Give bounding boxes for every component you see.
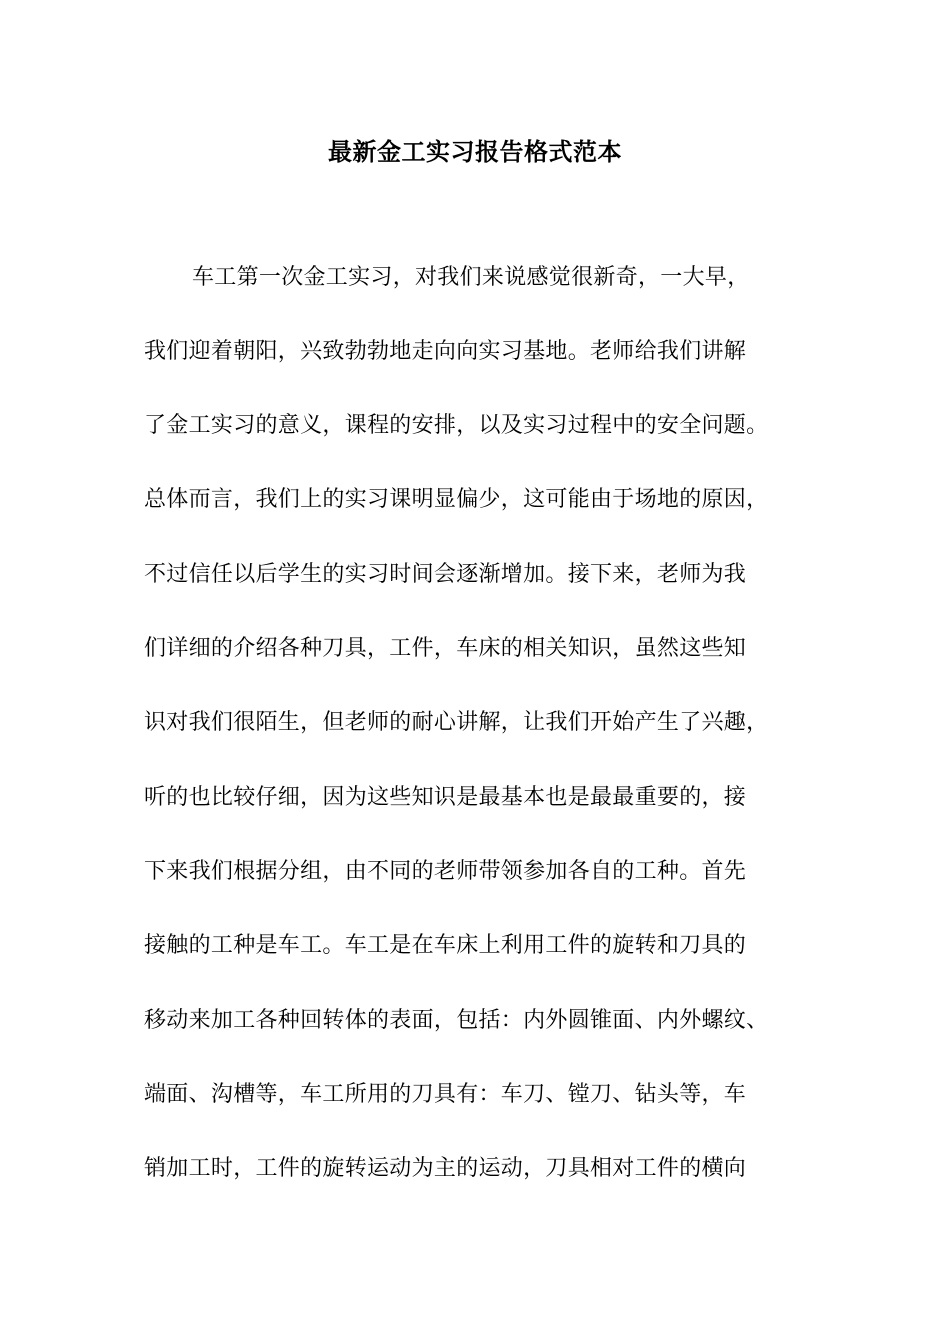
paragraph-line: 了金工实习的意义，课程的安排，以及实习过程中的安全问题。 [144, 413, 769, 438]
paragraph-line: 不过信任以后学生的实习时间会逐渐增加。接下来，老师为我 [144, 562, 747, 587]
paragraph-line: 销加工时，工件的旋转运动为主的运动，刀具相对工件的横向 [144, 1156, 747, 1181]
document-title: 最新金工实习报告格式范本 [328, 137, 622, 166]
paragraph-line: 们详细的介绍各种刀具，工件，车床的相关知识，虽然这些知 [144, 636, 747, 661]
paragraph-line: 移动来加工各种回转体的表面，包括：内外圆锥面、内外螺纹、 [144, 1008, 769, 1033]
paragraph-line: 端面、沟槽等，车工所用的刀具有：车刀、镗刀、钻头等，车 [144, 1082, 747, 1107]
paragraph-line: 接触的工种是车工。车工是在车床上利用工件的旋转和刀具的 [144, 933, 747, 958]
paragraph-line: 下来我们根据分组，由不同的老师带领参加各自的工种。首先 [144, 859, 747, 884]
paragraph-line: 车工第一次金工实习，对我们来说感觉很新奇，一大早， [192, 265, 750, 290]
paragraph-line: 我们迎着朝阳，兴致勃勃地走向向实习基地。老师给我们讲解 [144, 339, 747, 364]
paragraph-line: 识对我们很陌生，但老师的耐心讲解，让我们开始产生了兴趣， [144, 710, 769, 735]
paragraph-line: 总体而言，我们上的实习课明显偏少，这可能由于场地的原因， [144, 487, 769, 512]
paragraph-line: 听的也比较仔细，因为这些知识是最基本也是最最重要的，接 [144, 785, 747, 810]
